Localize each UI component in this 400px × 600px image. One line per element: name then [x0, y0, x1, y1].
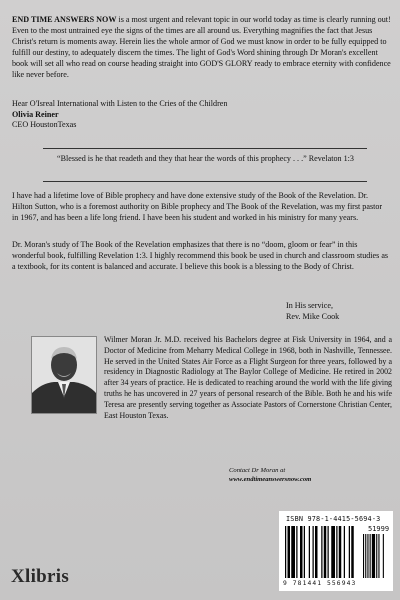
price-code: 51999: [368, 525, 390, 533]
endorsement-org: Hear O'Isreal International with Listen to the Cries of the Children: [12, 99, 228, 108]
intro-paragraph: [12, 14, 392, 80]
isbn-number: ISBN 978-1-4415-5694-3: [286, 515, 381, 523]
testimony-paragraph-1: I have had a lifetime love of Bible prophecy and have done extensive study of the Book of the Revelation. Dr. Hilton Sutton, who is a foremost authority on Bible prophecy and The Book of the Revelation, was my first pastor in 1967, and has been a life long friend. I have been his student and worked in his ministry for many years.: [12, 191, 383, 222]
endorsement-role: CEO HoustonTexas: [12, 120, 77, 129]
signature-closing: In His service,: [286, 301, 333, 310]
signature-name: Rev. Mike Cook: [286, 312, 340, 321]
quote-bottom-rule: [43, 181, 367, 182]
publisher-logo: Xlibris: [11, 566, 70, 587]
intro-body: is a most urgent and relevant topic in our world today as time is clearly running out! Even to the most untrained eye the signs of the times are all around us. Everything magnifies the fact that Jesus Christ's return is moments away. Herein lies the whole armor of God we must know in order to be fully equipped to fulfill our destiny, to adequately discern the times. The light of God's Word shining through Dr Moran's excellent book will set all who read on course heading straight into GOD'S GLORY ready to embrace eternity with confidence like never before.: [12, 15, 391, 79]
testimony-signature: [286, 300, 339, 322]
intro-lead: END TIME ANSWERS NOW: [12, 15, 117, 24]
contact-url[interactable]: www.endtimeanswersnow.com: [229, 476, 312, 483]
scripture-quote: “Blessed is he that readeth and they that hear the words of this prophecy . . .” Revelaton 1:3: [57, 154, 354, 163]
author-bio: Wilmer Moran Jr. M.D. received his Bachelors degree at Fisk University in 1964, and a Doctor of Medicine from Meharry Medical College in 1968, both in Nashville, Tennessee. He served in the United States Air Force as a Flight Surgeon for three years, followed by a residency in Diagnostic Radiology at The Baylor College of Medicine. He retired in 2002 after 34 years of practice. He is dedicated to reaching around the world with the life giving truths he has uncovered in 27 years of personal research of the Bible. Both he and his wife Teresa are presently serving together as Associate Pastors of Cornerstone Christian Center, East Houston Texas.: [104, 335, 392, 420]
contact-label: Contact Dr Moran at: [229, 467, 286, 474]
author-contact: [229, 466, 311, 484]
barcode-bars: [285, 526, 389, 580]
endorsement: [12, 99, 227, 131]
author-photo: [31, 336, 97, 414]
ean-number: 9 781441 556943: [283, 580, 357, 587]
isbn-barcode: [279, 511, 393, 591]
endorsement-name: Olivia Reiner: [12, 109, 59, 119]
testimony-paragraph-2: Dr. Moran's study of The Book of the Revelation emphasizes that there is no “doom, gloom or fear” in this wonderful book, fulfilling Revelation 1:3. I highly recommend this book be used in church and classroom studies as a textbook, for its content is balanced and accurate. I believe this book is a blessing to the Body of Christ.: [12, 240, 389, 271]
quote-top-rule: [43, 148, 367, 149]
